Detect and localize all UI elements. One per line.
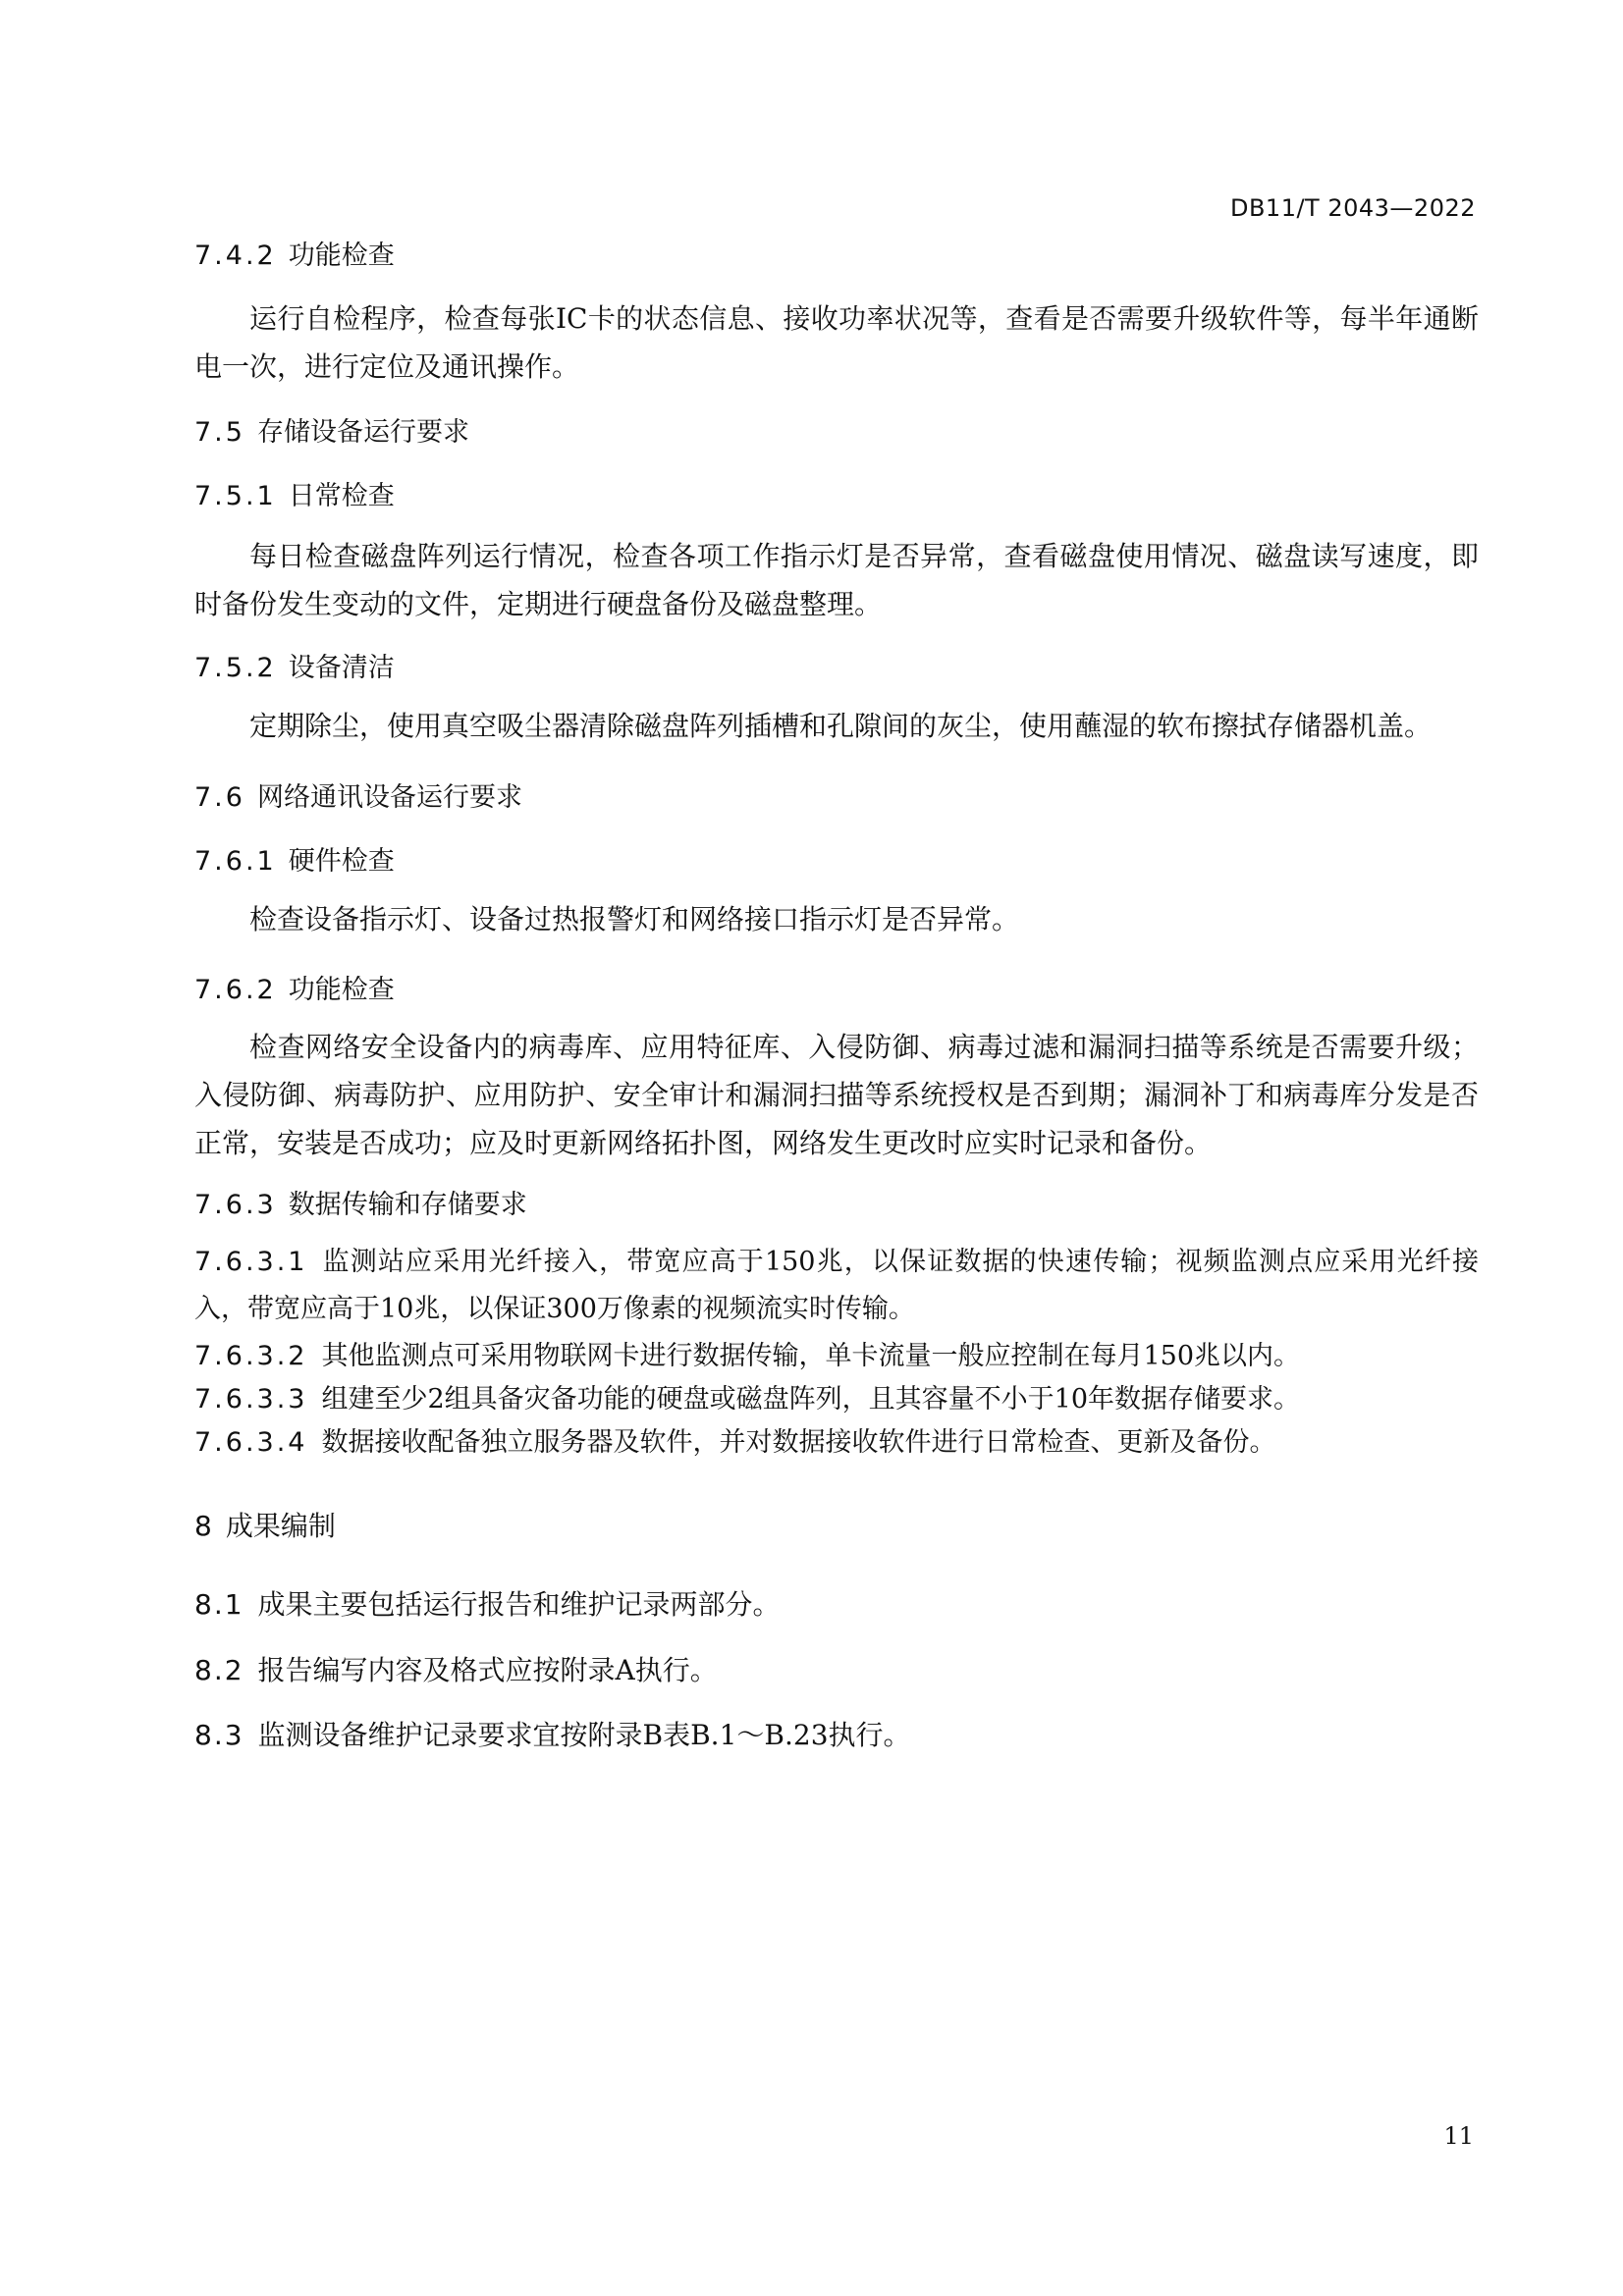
- item-number: 8.1: [194, 1588, 244, 1621]
- heading-7-6-2: [194, 968, 395, 1006]
- clause-number: 7.6.3.1: [194, 1247, 308, 1277]
- heading-7-5: [194, 410, 469, 449]
- chapter-8-heading: [194, 1505, 336, 1544]
- heading-number: 7.5: [194, 417, 245, 448]
- heading-number: 7.5.2: [194, 653, 277, 683]
- item-text: 监测设备维护记录要求宜按附录B表B.1～B.23执行。: [257, 1719, 911, 1751]
- heading-number: 7.6.3: [194, 1190, 277, 1220]
- heading-title: 日常检查: [288, 481, 395, 511]
- item-text: 报告编写内容及格式应按附录A执行。: [257, 1654, 718, 1686]
- clause-number: 7.6.3.4: [194, 1427, 308, 1458]
- paragraph-7-4-2: 运行自检程序，检查每张IC卡的状态信息、接收功率状况等，查看是否需要升级软件等，每半年通断电一次，进行定位及通讯操作。: [194, 302, 1479, 383]
- paragraph-7-6-2: 检查网络安全设备内的病毒库、应用特征库、入侵防御、病毒过滤和漏洞扫描等系统是否需要升级；入侵防御、病毒防护、应用防护、安全审计和漏洞扫描等系统授权是否到期；漏洞补丁和病毒库分发是否正常，安装是否成功；应及时更新网络拓扑图，网络发生更改时应实时记录和备份。: [194, 1031, 1479, 1159]
- item-number: 8.3: [194, 1719, 244, 1751]
- heading-7-5-2: [194, 646, 395, 684]
- item-8-2: [194, 1649, 718, 1688]
- clause-text: 数据接收配备独立服务器及软件，并对数据接收软件进行日常检查、更新及备份。: [321, 1427, 1276, 1458]
- page-number: 11: [1443, 2122, 1474, 2150]
- clause-7-6-3-3: [194, 1376, 1479, 1423]
- heading-title: 功能检查: [288, 240, 395, 271]
- heading-number: 7.5.1: [194, 481, 277, 511]
- paragraph-7-5-1: 每日检查磁盘阵列运行情况，检查各项工作指示灯是否异常，查看磁盘使用情况、磁盘读写速度，即时备份发生变动的文件，定期进行硬盘备份及磁盘整理。: [194, 540, 1479, 620]
- clause-text: 其他监测点可采用物联网卡进行数据传输，单卡流量一般应控制在每月150兆以内。: [321, 1341, 1301, 1371]
- heading-7-6-3: [194, 1183, 527, 1221]
- heading-number: 7.6.2: [194, 975, 277, 1005]
- heading-7-5-1: [194, 474, 395, 512]
- item-text: 成果主要包括运行报告和维护记录两部分。: [257, 1588, 781, 1621]
- chapter-title: 成果编制: [225, 1510, 336, 1542]
- heading-title: 网络通讯设备运行要求: [256, 782, 522, 813]
- heading-title: 数据传输和存储要求: [288, 1190, 527, 1220]
- heading-7-6: [194, 775, 522, 814]
- heading-title: 设备清洁: [288, 653, 395, 683]
- clause-text: 监测站应采用光纤接入，带宽应高于150兆，以保证数据的快速传输；视频监测点应采用光纤接入，带宽应高于10兆，以保证300万像素的视频流实时传输。: [194, 1247, 1479, 1324]
- item-8-3: [194, 1714, 911, 1753]
- paragraph-7-5-2: 定期除尘，使用真空吸尘器清除磁盘阵列插槽和孔隙间的灰尘，使用蘸湿的软布擦拭存储器机盖。: [249, 710, 1433, 742]
- heading-title: 硬件检查: [288, 846, 395, 877]
- heading-7-4-2: [194, 234, 395, 272]
- item-8-1: [194, 1583, 781, 1623]
- clause-text: 组建至少2组具备灾备功能的硬盘或磁盘阵列，且其容量不小于10年数据存储要求。: [321, 1384, 1301, 1415]
- heading-title: 功能检查: [288, 975, 395, 1005]
- heading-number: 7.4.2: [194, 240, 277, 271]
- heading-number: 7.6: [194, 782, 245, 813]
- paragraph-7-6-1: 检查设备指示灯、设备过热报警灯和网络接口指示灯是否异常。: [249, 903, 1020, 935]
- chapter-number: 8: [194, 1510, 212, 1542]
- document-code: DB11/T 2043—2022: [1229, 194, 1476, 222]
- heading-title: 存储设备运行要求: [256, 417, 469, 448]
- clause-7-6-3-4: [194, 1419, 1479, 1467]
- clause-number: 7.6.3.2: [194, 1341, 308, 1371]
- item-number: 8.2: [194, 1654, 244, 1686]
- heading-7-6-1: [194, 839, 395, 878]
- clause-7-6-3-2: [194, 1333, 1479, 1380]
- clause-7-6-3-1: [194, 1239, 1479, 1333]
- heading-number: 7.6.1: [194, 846, 277, 877]
- clause-number: 7.6.3.3: [194, 1384, 308, 1415]
